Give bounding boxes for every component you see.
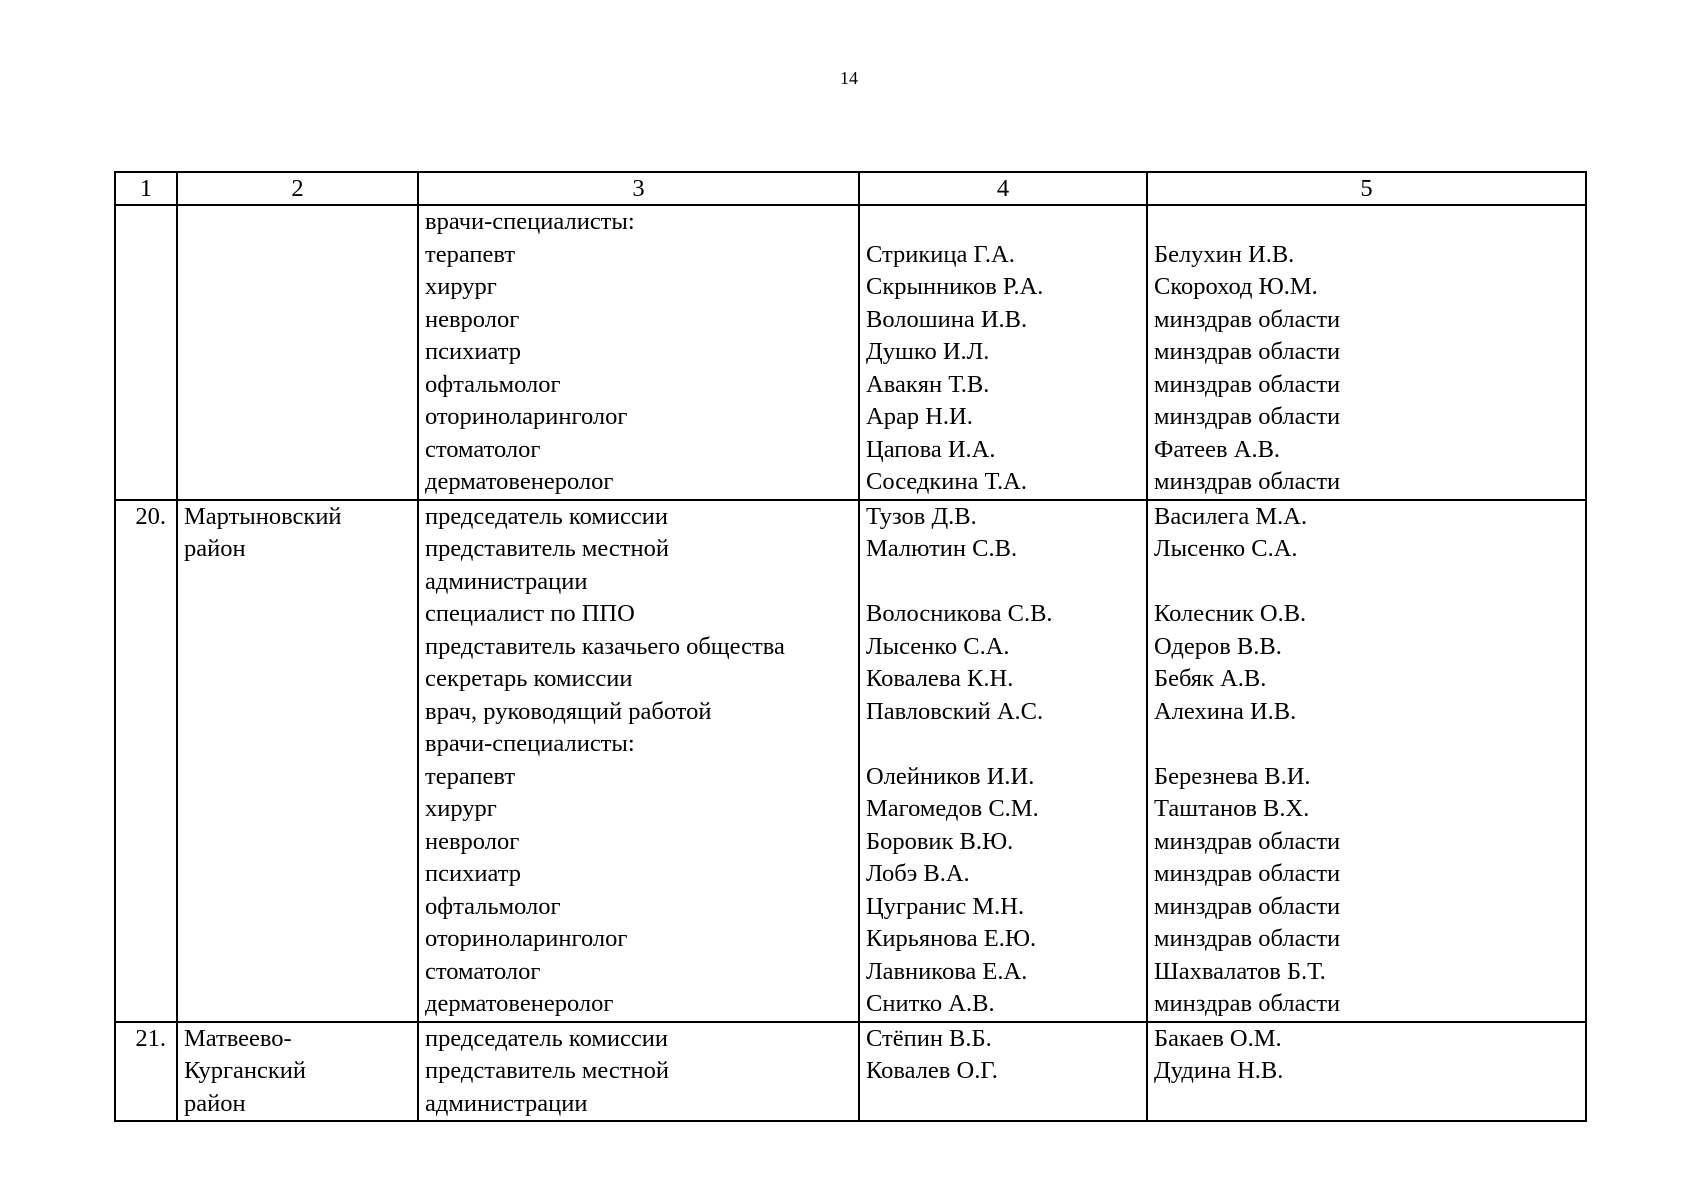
role-line: врачи-специалисты:	[425, 730, 635, 757]
member-name: Волошина И.В.	[866, 305, 1028, 333]
district-line	[178, 696, 417, 729]
row-number-cell	[115, 1022, 177, 1122]
row-number-cell	[115, 500, 177, 1022]
table-row	[115, 205, 1586, 500]
district-line: Матвеево-	[184, 1024, 292, 1052]
role-line: администрации	[425, 567, 588, 595]
district-cell	[177, 1022, 418, 1122]
district-line	[178, 793, 417, 826]
district-line	[178, 434, 417, 467]
member-name	[860, 206, 1146, 239]
district-cell	[177, 500, 418, 1022]
district-line	[178, 466, 417, 499]
role-line: представитель местной	[425, 535, 669, 562]
district-line	[178, 891, 417, 924]
member-name: Малютин С.В.	[866, 535, 1018, 562]
reserve-name: Фатеев А.В.	[1154, 435, 1281, 463]
reserve-name: минздрав области	[1154, 990, 1341, 1017]
reserve-name	[1148, 728, 1585, 761]
district-line	[178, 206, 417, 239]
header-col-2: 2	[177, 172, 418, 205]
member-name: Лысенко С.А.	[866, 632, 1010, 660]
header-col-4: 4	[859, 172, 1147, 205]
reserve-name: минздрав области	[1154, 468, 1341, 495]
member-cell	[859, 205, 1147, 500]
member-name: Олейников И.И.	[866, 762, 1035, 790]
reserve-name: Бебяк А.В.	[1154, 665, 1267, 692]
member-name: Цугранис М.Н.	[866, 892, 1025, 920]
member-name: Душко И.Л.	[866, 338, 990, 365]
district-line: район	[184, 535, 246, 562]
member-name: Ковалева К.Н.	[866, 665, 1014, 692]
role-cell	[418, 205, 859, 500]
member-cell	[859, 1022, 1147, 1122]
role-line: председатель комиссии	[425, 1024, 668, 1052]
role-line: врач, руководящий работой	[425, 697, 712, 725]
reserve-name: Алехина И.В.	[1154, 697, 1297, 725]
reserve-cell	[1147, 500, 1586, 1022]
role-line: администрации	[425, 1089, 588, 1117]
reserve-name: Василега М.А.	[1154, 502, 1308, 530]
role-line: секретарь комиссии	[425, 665, 633, 692]
role-cell	[418, 500, 859, 1022]
member-name: Волосникова С.В.	[866, 600, 1053, 627]
district-cell	[177, 205, 418, 500]
reserve-name: Белухин И.В.	[1154, 240, 1295, 268]
role-line: оториноларинголог	[425, 403, 628, 430]
role-line: психиатр	[425, 860, 521, 887]
role-line: специалист по ППО	[425, 600, 635, 627]
role-line: представитель местной	[425, 1057, 669, 1084]
member-name: Магомедов С.М.	[866, 795, 1039, 822]
member-name: Боровик В.Ю.	[866, 827, 1014, 855]
role-line: психиатр	[425, 338, 521, 365]
member-name	[860, 1088, 1146, 1121]
reserve-name: Таштанов В.Х.	[1154, 795, 1310, 822]
role-line: дерматовенеролог	[425, 468, 614, 495]
district-line: Мартыновский	[184, 502, 342, 530]
district-line: Курганский	[184, 1057, 307, 1084]
district-line	[178, 566, 417, 599]
role-line: терапевт	[425, 240, 516, 268]
role-line: председатель комиссии	[425, 502, 668, 530]
reserve-name: Лысенко С.А.	[1154, 535, 1298, 562]
member-name: Лавникова Е.А.	[866, 957, 1028, 985]
member-name: Кирьянова Е.Ю.	[866, 925, 1037, 952]
reserve-name	[1148, 1088, 1585, 1121]
member-name: Стрикица Г.А.	[866, 240, 1015, 268]
district-line	[178, 761, 417, 794]
role-line: стоматолог	[425, 435, 541, 463]
reserve-name	[1148, 206, 1585, 239]
district-line	[178, 271, 417, 304]
reserve-name: минздрав области	[1154, 925, 1341, 952]
member-name: Снитко А.В.	[866, 990, 995, 1017]
role-line: офтальмолог	[425, 370, 561, 398]
reserve-name: минздрав области	[1154, 370, 1341, 398]
district-line	[178, 728, 417, 761]
district-line	[178, 663, 417, 696]
district-line	[178, 988, 417, 1021]
member-cell	[859, 500, 1147, 1022]
reserve-name: минздрав области	[1154, 403, 1341, 430]
reserve-cell	[1147, 205, 1586, 500]
reserve-name: минздрав области	[1154, 305, 1341, 333]
district-line	[178, 826, 417, 859]
member-name	[860, 728, 1146, 761]
reserve-name: Шахвалатов Б.Т.	[1154, 957, 1326, 985]
district-line	[178, 336, 417, 369]
role-cell	[418, 1022, 859, 1122]
district-line	[178, 858, 417, 891]
reserve-name: Дудина Н.В.	[1154, 1057, 1284, 1084]
commission-table	[114, 171, 1587, 1122]
district-line	[178, 304, 417, 337]
row-number: 21.	[135, 1024, 166, 1052]
reserve-name: Скороход Ю.М.	[1154, 273, 1318, 300]
role-line: врачи-специалисты:	[425, 208, 635, 235]
reserve-name: минздрав области	[1154, 338, 1341, 365]
reserve-cell	[1147, 1022, 1586, 1122]
district-line	[178, 369, 417, 402]
district-line	[178, 401, 417, 434]
row-number-cell	[115, 205, 177, 500]
member-name: Лобэ В.А.	[866, 860, 970, 887]
member-name: Стёпин В.Б.	[866, 1024, 992, 1052]
reserve-name: минздрав области	[1154, 892, 1341, 920]
header-col-1: 1	[115, 172, 177, 205]
member-name: Цапова И.А.	[866, 435, 996, 463]
reserve-name: Колесник О.В.	[1154, 600, 1307, 627]
district-line	[178, 631, 417, 664]
role-line: терапевт	[425, 762, 516, 790]
header-row	[115, 172, 1586, 205]
reserve-name: Березнева В.И.	[1154, 762, 1311, 790]
reserve-name: Одеров В.В.	[1154, 632, 1282, 660]
district-line	[178, 923, 417, 956]
member-name	[860, 566, 1146, 599]
member-name: Соседкина Т.А.	[866, 468, 1027, 495]
role-line: оториноларинголог	[425, 925, 628, 952]
role-line: дерматовенеролог	[425, 990, 614, 1017]
page-number: 14	[840, 68, 858, 88]
role-line: невролог	[425, 305, 520, 333]
member-name: Ковалев О.Г.	[866, 1057, 998, 1084]
member-name: Арар Н.И.	[866, 403, 973, 430]
district-line	[178, 956, 417, 989]
table-row	[115, 500, 1586, 1022]
member-name: Авакян Т.В.	[866, 370, 990, 398]
member-name: Тузов Д.В.	[866, 502, 977, 530]
row-number: 20.	[135, 502, 166, 530]
member-name: Скрынников Р.А.	[866, 273, 1044, 300]
header-col-5: 5	[1147, 172, 1586, 205]
role-line: хирург	[425, 795, 497, 822]
reserve-name: Бакаев О.М.	[1154, 1024, 1282, 1052]
reserve-name: минздрав области	[1154, 860, 1341, 887]
district-line: район	[184, 1089, 246, 1117]
district-line	[178, 598, 417, 631]
district-line	[178, 239, 417, 272]
role-line: представитель казачьего общества	[425, 632, 785, 660]
role-line: невролог	[425, 827, 520, 855]
reserve-name	[1148, 566, 1585, 599]
table-row	[115, 1022, 1586, 1122]
header-col-3: 3	[418, 172, 859, 205]
role-line: хирург	[425, 273, 497, 300]
role-line: стоматолог	[425, 957, 541, 985]
row-number	[116, 206, 176, 239]
role-line: офтальмолог	[425, 892, 561, 920]
member-name: Павловский А.С.	[866, 697, 1044, 725]
reserve-name: минздрав области	[1154, 827, 1341, 855]
